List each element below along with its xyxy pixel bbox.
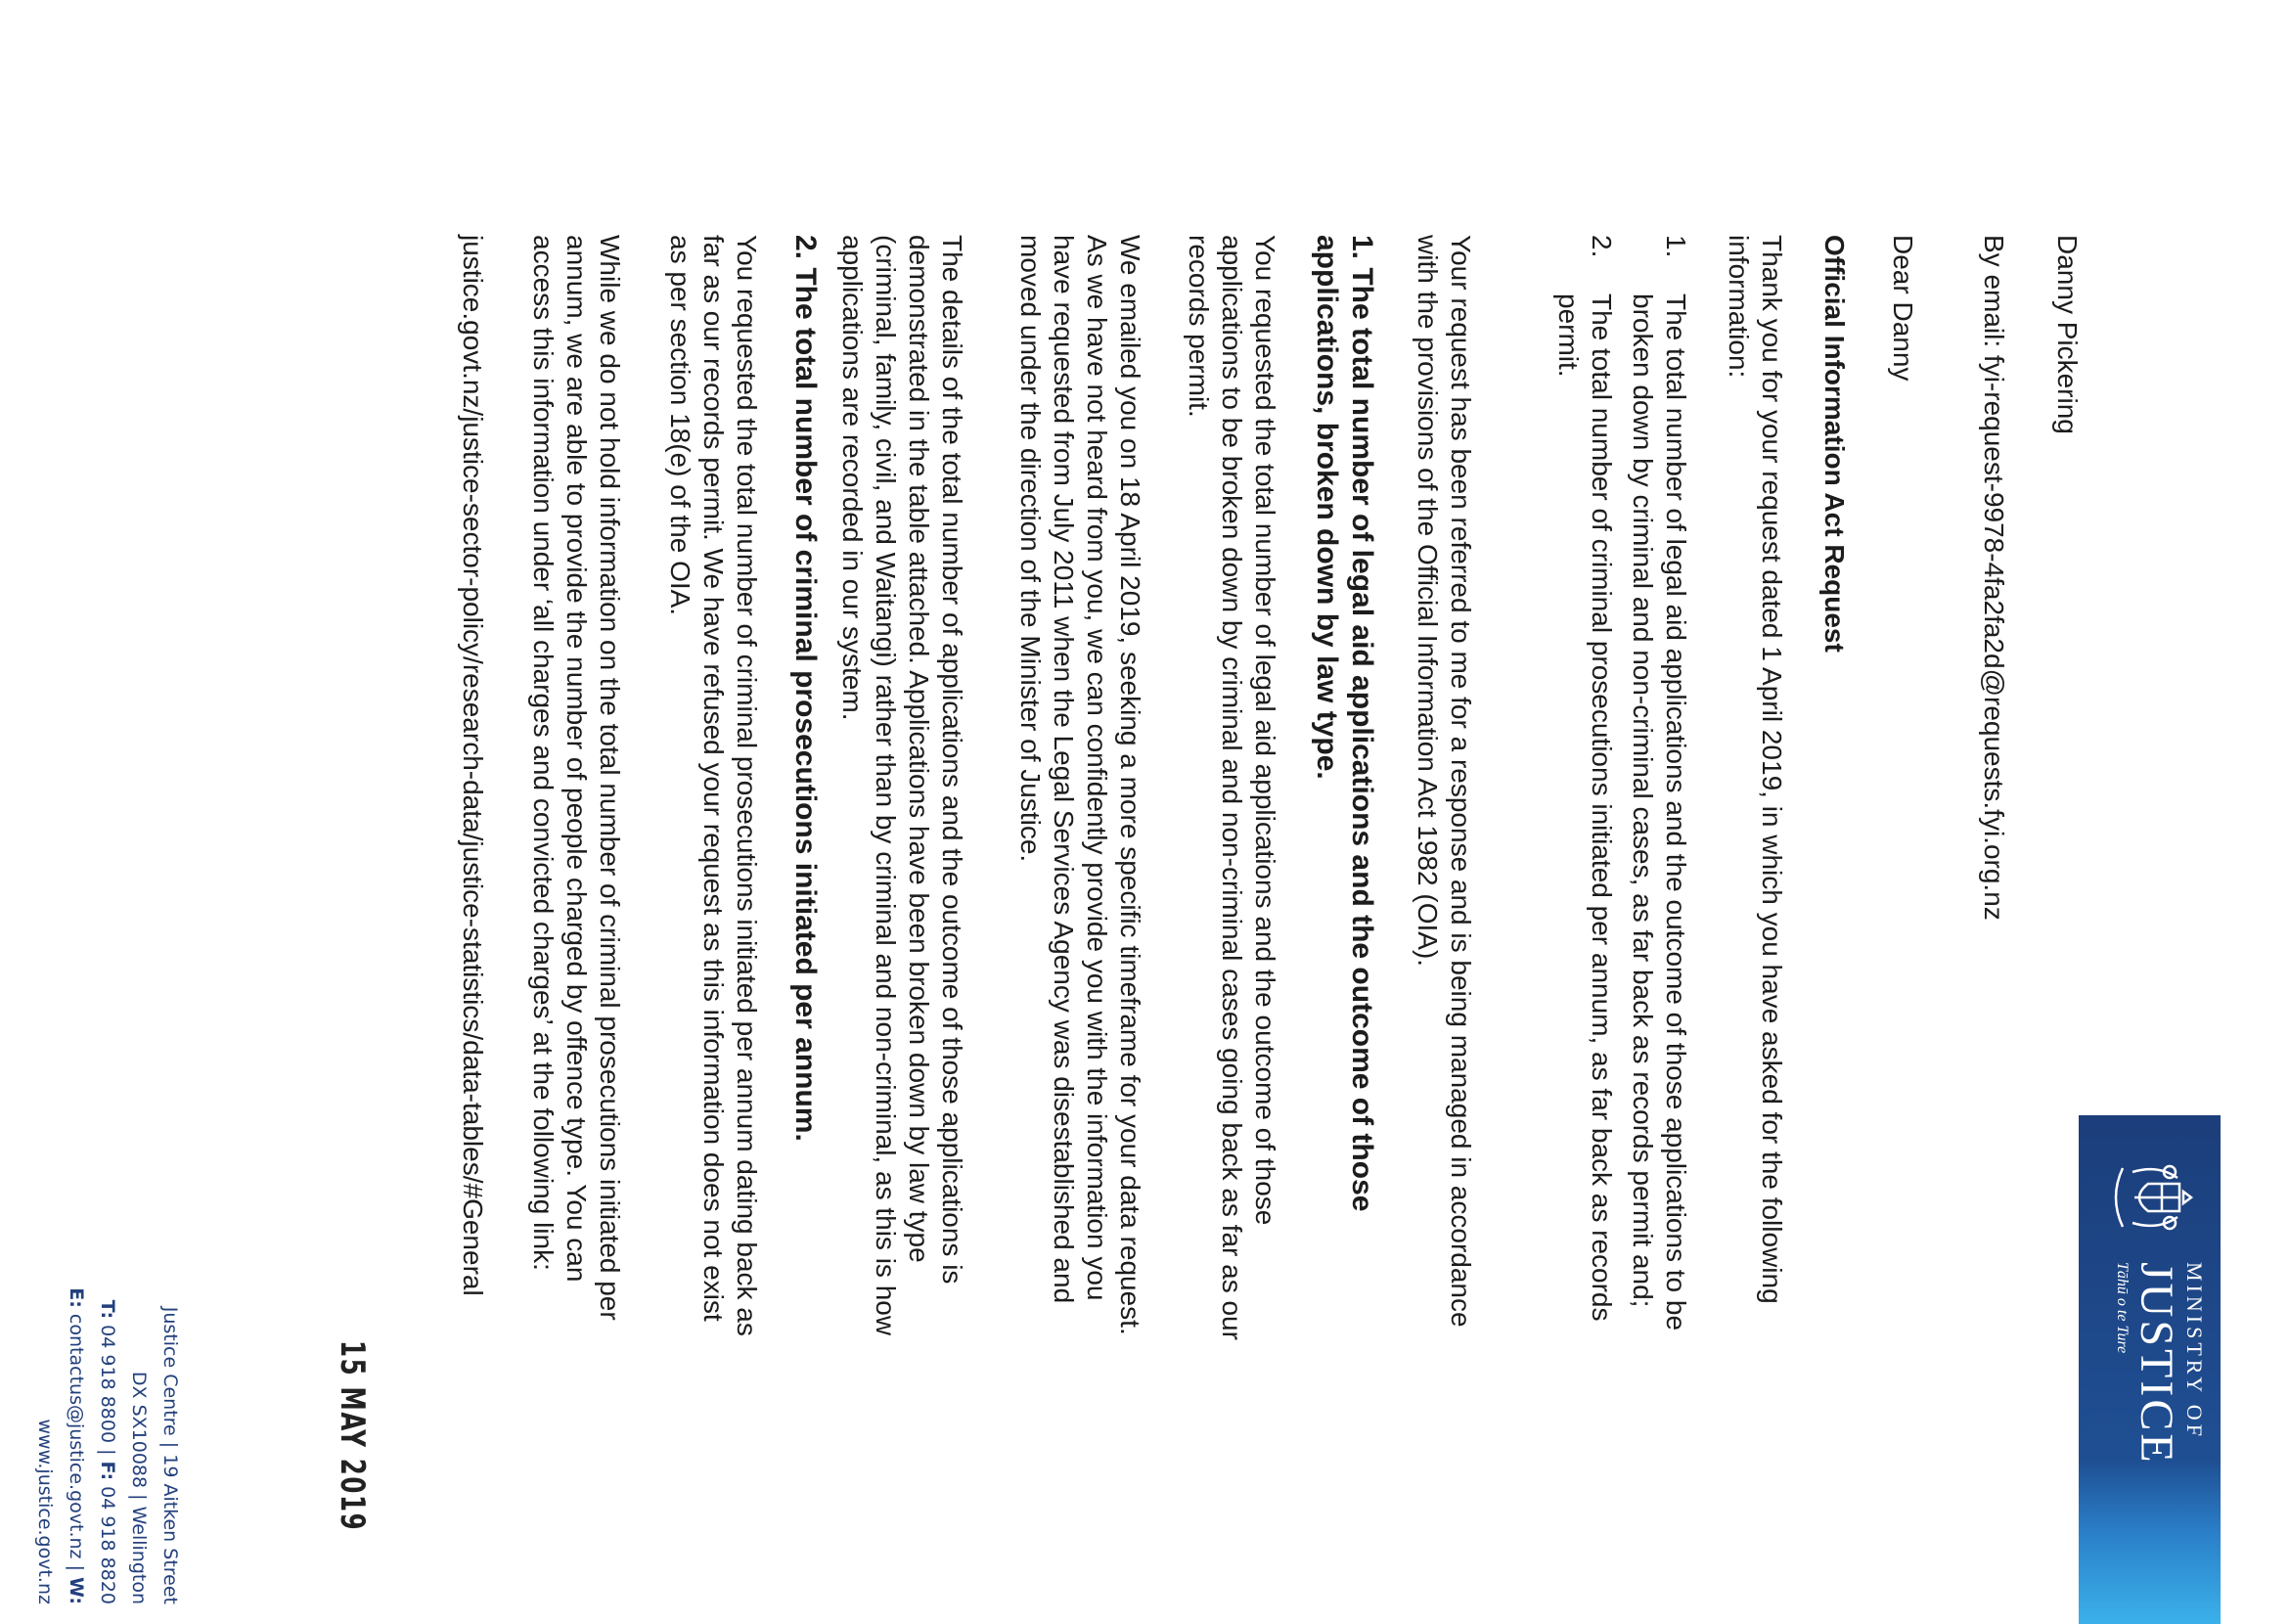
section1-paragraph-3: The details of the total number of applications and the outcome of those applications is demonstrated in the table attached. Applications have been broken down by law type (criminal, family, civil, and Waitangi) rather than by criminal and non-criminal, as this is how applications are recorded in our system. <box>837 235 967 1336</box>
logo-line-maori-name: Tāhū o te Ture <box>2114 1262 2131 1354</box>
recipient-email: By email: fyi-request-9978-4fa2fa2d@requests.fyi.org.nz <box>1979 235 2009 921</box>
list-item <box>1551 235 1618 1340</box>
section2-paragraph-2: While we do not hold information on the total number of criminal prosecutions initiated per annum, we are able to provide the number of people charged by offence type. You can access this information under ‘all charges and convicted charges’ at the following link: <box>528 235 625 1321</box>
contact-email: contactus@justice.govt.nz <box>66 1313 87 1559</box>
phone-number: 04 918 8800 <box>97 1325 118 1444</box>
date-stamp: 15 MAY 2019 <box>333 1340 372 1532</box>
recipient-name: Danny Pickering <box>2052 235 2083 434</box>
statistics-link[interactable]: justice.govt.nz/justice-sector-policy/research-data/justice-statistics/data-tables/#General <box>458 235 488 1296</box>
phone-label: T: <box>97 1299 118 1320</box>
section2-paragraph-1: You requested the total number of criminal prosecutions initiated per annum dating back as far as our records permit. We have refused your request as this information does not exist as per section 18(e) of the OIA. <box>665 235 762 1336</box>
list-item-text: The total number of criminal prosecutions initiated per annum, as far back as records permit. <box>1553 293 1617 1322</box>
section-heading-1: 1. The total number of legal aid applications and the outcome of those applications, broken down by law type. <box>1311 235 1378 1212</box>
ministry-address <box>29 1213 186 1604</box>
request-list <box>1544 235 1692 1340</box>
coat-of-arms-icon <box>2101 1149 2199 1246</box>
list-item <box>1626 235 1692 1340</box>
contact-website: www.justice.govt.nz <box>34 1419 56 1604</box>
section-heading-2: 2. The total number of criminal prosecutions initiated per annum. <box>789 235 822 1142</box>
subject-heading: Official Information Act Request <box>1819 235 1850 653</box>
list-item-number: 1. <box>1661 235 1691 258</box>
list-item-text: The total number of legal aid applications and the outcome of those applications to be broken down by criminal and non-criminal cases, as far back as records permit and; <box>1628 293 1691 1331</box>
address-line-2: DX SX10088 | Wellington <box>128 1371 150 1604</box>
fax-number: 04 918 8820 <box>97 1486 118 1604</box>
logo-line-ministry-of: MINISTRY OF <box>2182 1262 2207 1440</box>
intro-paragraph: Thank you for your request dated 1 April 2019, in which you have asked for the following information: <box>1724 235 1787 1304</box>
address-line-1: Justice Centre | 19 Aitken Street <box>159 1306 181 1604</box>
web-label: W: <box>66 1577 87 1604</box>
contact-email-web: E: contactus@justice.govt.nz | W: www.justice.govt.nz <box>34 1287 87 1604</box>
list-item-number: 2. <box>1587 235 1617 258</box>
section1-paragraph-2: We emailed you on 18 April 2019, seeking a more specific timeframe for your data request. As we have not heard from you, we can confidently provide you with the information you have requested from July 2011 when the Legal Services Agency was disestablished and moved under the direction of the Minister of Justice. <box>1015 235 1145 1335</box>
referral-paragraph: Your request has been referred to me for a response and is being managed in accordance with the provisions of the Official Information Act 1982 (OIA). <box>1413 235 1476 1328</box>
email-label: E: <box>66 1287 87 1308</box>
ministry-logo <box>2079 1115 2221 1624</box>
fax-label: F: <box>97 1461 118 1481</box>
contact-phone-fax: T: 04 918 8800 | F: 04 918 8820 <box>97 1299 118 1604</box>
logo-line-justice: JUSTICE <box>2131 1262 2182 1466</box>
salutation: Dear Danny <box>1888 235 1918 382</box>
section1-paragraph-1: You requested the total number of legal aid applications and the outcome of those applications to be broken down by criminal and non-criminal cases going back as far as our records permit. <box>1184 235 1280 1340</box>
